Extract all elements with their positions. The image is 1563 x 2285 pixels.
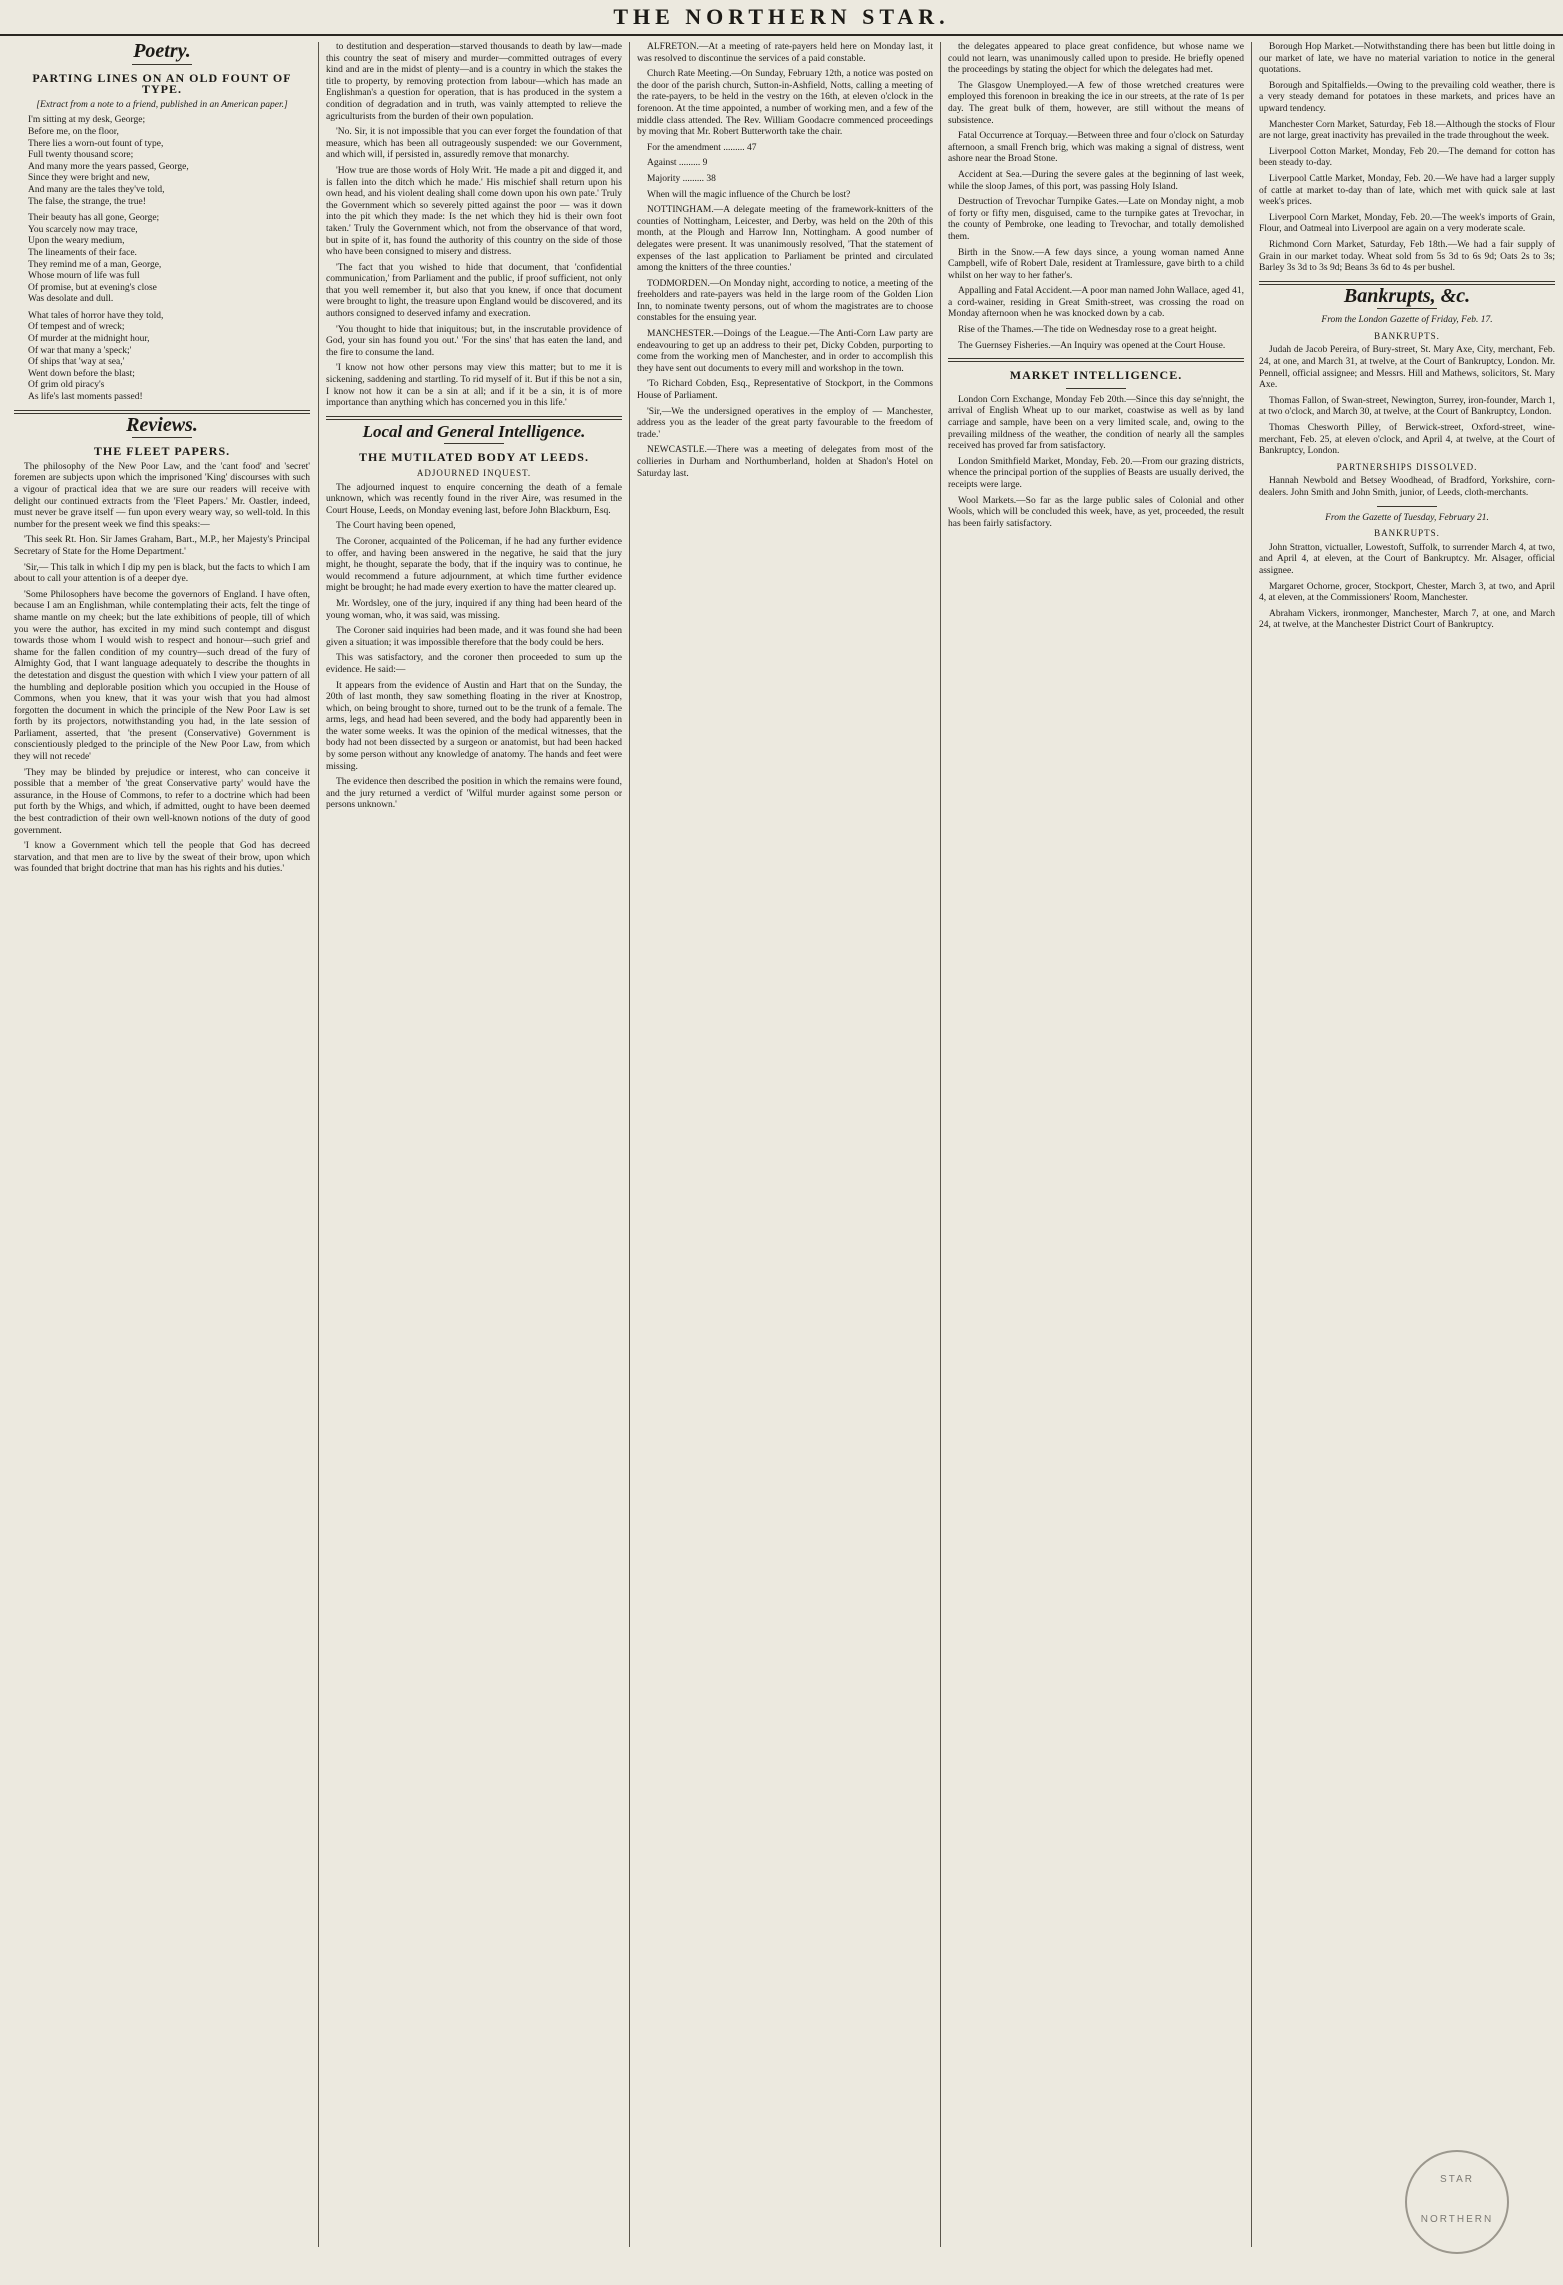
poem-line: I'm sitting at my desk, George; xyxy=(28,115,146,126)
paragraph: Destruction of Trevochar Turnpike Gates.—Late on Monday night, a mob of forty or fifty men, disguised, came to the turnpike gates at Trevochar, in the county of Pembroke, one leading to Trevochar, and totally demolished them. xyxy=(948,197,1244,242)
paragraph: The Coroner said inquiries had been made, and it was found she had been given a situation; it was impossible therefore that the body could be hers. xyxy=(326,626,622,648)
divider xyxy=(1377,506,1437,507)
paragraph: 'Some Philosophers have become the governors of England. I have often, because I am an Englishman, while contemplating their acts, felt the tinge of shame mantle on my cheek; but the late exhibitions of people, till of which you were the author, has excited in my mind such contempt and disgust towards those whom I would wish to respect and honour—such grief and shame for the fallen condition of my country—such dread of the fury of Almighty God, that I want language adequately to describe the thoughts in the detestation and disgust the question with which I view your pattern of all the humbling and deplorable position which you occupied in the House of Commons, when you knew, that it was your wish that you had almost forgotten the document in which the principle of the New Poor Law is set forth by its projectors, notwithstanding you had, in the late session of Parliament, asserted, that 'the present (Conservative) Government is conscientiously pledged to the principle of the New Poor Law, from which they will not recede' xyxy=(14,589,310,763)
paragraph: Church Rate Meeting.—On Sunday, February 12th, a notice was posted on the door of the parish church, Sutton-in-Ashfield, Notts, calling a meeting of the rate-payers, to be held in the vestry on the 16th, at eleven o'clock in the forenoon. At the time appointed, a number of working men, and a few of the middle class attended. The Rev. William Goodacre commenced proceedings by moving that Mr. Robert Butterworth take the chair. xyxy=(637,69,933,138)
paragraph: Rise of the Thames.—The tide on Wednesday rose to a great height. xyxy=(958,325,1217,336)
masthead xyxy=(0,0,1563,36)
paragraph: Richmond Corn Market, Saturday, Feb 18th.—We had a fair supply of Grain in our market today. Wheat sold from 5s 3d to 6s 9d; Oats 2s to 3s; Barley 3s 3d to 3s 9d; Beans 3s 6d to 4s per bushel. xyxy=(1259,239,1555,274)
paragraph: 'You thought to hide that iniquitous; but, in the inscrutable providence of God, your sin has found you out.' 'For the sins' that has eaten the land, and the fire to consume the land. xyxy=(326,324,622,358)
paragraph: ALFRETON.—At a meeting of rate-payers held here on Monday last, it was resolved to discontinue the services of a paid constable. xyxy=(637,42,933,64)
poetry-heading: Poetry. xyxy=(133,42,191,62)
poem-line: The lineaments of their face. xyxy=(28,247,137,258)
poem-line: Full twenty thousand score; xyxy=(28,150,134,161)
paragraph: 'No. Sir, it is not impossible that you can ever forget the foundation of that measure, which has been all outrageously suspended: we our Government, and which will, if persisted in, assuredly remove that monarchy. xyxy=(326,127,622,161)
poem-line: Was desolate and dull. xyxy=(28,294,114,305)
poem-line: And many more the years passed, George, xyxy=(28,161,189,172)
poem-line: Of ships that 'way at sea,' xyxy=(28,357,125,368)
paragraph: Mr. Wordsley, one of the jury, inquired if any thing had been heard of the young woman, who, it was said, was missing. xyxy=(326,598,622,621)
paragraph: Birth in the Snow.—A few days since, a young woman named Anne Campbell, wife of Robert Dale, resident at Tramlessure, gave birth to a child whilst on her way to her father's. xyxy=(948,247,1244,281)
paragraph: Borough Hop Market.—Notwithstanding there has been but little doing in our market of late, we have no material variation to notice in the general quotations. xyxy=(1259,42,1555,76)
column-3 xyxy=(637,42,933,2247)
paragraph: the delegates appeared to place great confidence, but whose name we could not learn, was unanimously called upon to preside. He briefly opened the proceedings by stating the object for which the delegates had met. xyxy=(948,42,1244,76)
bankrupts-label: BANKRUPTS. xyxy=(1374,330,1440,341)
market-body xyxy=(948,395,1244,531)
paragraph: Liverpool Corn Market, Monday, Feb. 20.—The week's imports of Grain, Flour, and Oatmeal into Liverpool are again on a very moderate scale. xyxy=(1259,212,1555,235)
paragraph: When will the magic influence of the Church be lost? xyxy=(647,189,851,200)
column-4 xyxy=(948,42,1244,2247)
paragraph: The Guernsey Fisheries.—An Inquiry was opened at the Court House. xyxy=(958,340,1226,351)
poem-title: PARTING LINES ON AN OLD FOUNT OF TYPE. xyxy=(32,70,292,97)
market-body xyxy=(1259,42,1555,275)
paragraph: Against ......... 9 xyxy=(647,158,708,169)
market-heading: MARKET INTELLIGENCE. xyxy=(1009,368,1183,383)
poem-line: As life's last moments passed! xyxy=(28,392,143,403)
paragraph: 'They may be blinded by prejudice or interest, who can conceive it possible that a member of 'the great Conservative party' would have the assurance, in the House of Commons, to refer to a doctrine which had been put forth by the Whigs, and which, if admitted, ought to have been deemed the best contradiction of their own well-known notions of the duty of good government. xyxy=(14,767,310,836)
poem-body xyxy=(14,115,310,403)
local-title: THE MUTILATED BODY AT LEEDS. xyxy=(359,450,589,465)
news-body xyxy=(637,42,933,480)
poem-line: Of murder at the midnight hour, xyxy=(28,334,150,345)
poem-line: Of tempest and of wreck; xyxy=(28,322,125,333)
paragraph: Fatal Occurrence at Torquay.—Between three and four o'clock on Saturday afternoon, a small French brig, which was making a signal of distress, went ashore near the Broad Stone. xyxy=(948,131,1244,165)
seal-bottom-text: NORTHERN xyxy=(1420,2214,1494,2225)
poem-line: And many are the tales they've told, xyxy=(28,184,165,195)
divider xyxy=(1066,388,1126,389)
poem-line: Their beauty has all gone, George; xyxy=(28,213,160,224)
paragraph: Majority ......... 38 xyxy=(647,173,716,184)
paragraph: NEWCASTLE.—There was a meeting of delegates from most of the collieries in Durham and Northumberland, holden at Shadon's Hotel on Saturday last. xyxy=(637,445,933,479)
divider xyxy=(444,443,504,444)
bankrupts-heading: Bankrupts, &c. xyxy=(1343,284,1471,307)
paragraph: 'This seek Rt. Hon. Sir James Graham, Bart., M.P., her Majesty's Principal Secretary of State for the Home Department.' xyxy=(14,535,310,557)
poem-line: The false, the strange, the true! xyxy=(28,196,146,207)
column-rule xyxy=(940,42,941,2247)
paragraph: This was satisfactory, and the coroner then proceeded to sum up the evidence. He said:— xyxy=(326,653,622,675)
gazette-dateline: From the London Gazette of Friday, Feb. 17. xyxy=(1321,315,1493,326)
paragraph: The Court having been opened, xyxy=(336,521,456,532)
paragraph: London Corn Exchange, Monday Feb 20th.—Since this day se'nnight, the arrival of English Wheat up to our market, coastwise as well as by land carriage and sample, have been on a very limited scale, and, owing to the prevailing mildness of the weather, the condition of nearly all the samples received has proved far from satisfactory. xyxy=(948,394,1244,452)
paragraph: Borough and Spitalfields.—Owing to the prevailing cold weather, there is a very steady demand for potatoes in these markets, and prices have an upward tendency. xyxy=(1259,80,1555,114)
paragraph: It appears from the evidence of Austin and Hart that on the Sunday, the 20th of last month, they saw something floating in the river at Knostrop, which, on being brought to shore, turned out to be the trunk of a female. The arms, legs, and head had been severed, and the body had apparently been in the water some weeks. It was the opinion of the medical witnesses, that the body had not been dissected by a surgeon or anatomist, but had been hacked by some person without any knowledge of anatomy. The hands and feet were missing. xyxy=(326,680,622,772)
review-title: THE FLEET PAPERS. xyxy=(93,444,231,459)
paragraph: For the amendment ......... 47 xyxy=(647,142,757,153)
article-body xyxy=(326,42,622,410)
news-body xyxy=(948,42,1244,352)
paragraph: Liverpool Cotton Market, Monday, Feb 20.—The demand for cotton has been steady to-day. xyxy=(1259,146,1555,169)
local-heading: Local and General Intelligence. xyxy=(362,421,586,441)
paragraph: NOTTINGHAM.—A delegate meeting of the framework-knitters of the counties of Nottingham, Leicester, and Derby, was held on the 20th of this month, at the Plough and Harrow Inn, Nottingham. A good number of delegates were present. It was unanimously resolved, 'That the statement of expenses of the last application to Parliament be printed and circulated among the knitters of the three counties.' xyxy=(637,205,933,274)
partnerships-body: Hannah Newbold and Betsey Woodhead, of Bradford, Yorkshire, corn-dealers. John Smith and John Smith, junior, of Leeds, cloth-merchants. xyxy=(1259,476,1555,498)
column-1 xyxy=(14,42,310,2247)
column-rule xyxy=(318,42,319,2247)
paragraph: The Coroner, acquainted of the Policeman, if he had any further evidence to offer, and having been answered in the negative, he said that the jury might, he thought, separate the body, that if the inquiry was to continue, he would recommend a future adjournment, at which time further evidence might be brought; he had made every exertion to have the matter cleared up. xyxy=(326,536,622,594)
paragraph: MANCHESTER.—Doings of the League.—The Anti-Corn Law party are endeavouring to get up an address to their pet, Dicky Cobden, purporting to come from the working men of Manchester, and in order to accomplish this they have sent out documents to every mill and workshop in the town. xyxy=(637,329,933,374)
bankrupts-label: BANKRUPTS. xyxy=(1374,528,1440,539)
paragraph: Appalling and Fatal Accident.—A poor man named John Wallace, aged 41, a cord-wainer, residing in Great Smith-street, was crossing the road on Monday afternoon when he was knocked down by a cab. xyxy=(948,286,1244,320)
bankrupts-body xyxy=(1259,543,1555,632)
paragraph: Accident at Sea.—During the severe gales at the beginning of last week, while the sloop James, of this port, was passing Holy Island. xyxy=(948,169,1244,192)
paragraph: Judah de Jacob Pereira, of Bury-street, St. Mary Axe, City, merchant, Feb. 24, at one, and March 31, at twelve, at the Court of Bankruptcy, London. Mr. Pennell, official assignee; and Messrs. Hill and Mathews, solicitors, St. Mary Axe. xyxy=(1259,345,1555,391)
paragraph: Abraham Vickers, ironmonger, Manchester, March 7, at one, and March 24, at twelve, at the Manchester District Court of Bankruptcy. xyxy=(1259,608,1555,631)
paragraph: The Glasgow Unemployed.—A few of those wretched creatures were employed this forenoon in breaking the ice in our streets, at the rate of 1s per day. The great bulk of them, however, are still without the means of subsistence. xyxy=(948,80,1244,126)
paragraph: Manchester Corn Market, Saturday, Feb 18.—Although the stocks of Flour are not large, great inactivity has prevailed in the trade throughout the week. xyxy=(1259,119,1555,142)
paragraph: 'Sir,—We the undersigned operatives in the employ of — Manchester, address you as the leader of the great party favourable to the freedom of trade.' xyxy=(637,406,933,440)
paragraph: Thomas Fallon, of Swan-street, Newington, Surrey, iron-founder, March 1, at two o'clock, and March 30, at twelve, at the Court of Bankruptcy, London. xyxy=(1259,395,1555,418)
column-5 xyxy=(1259,42,1555,2247)
poem-line: Upon the weary medium, xyxy=(28,236,125,247)
local-body xyxy=(326,483,622,812)
paragraph: 'I know not how other persons may view this matter; but to me it is sickening, saddening and startling. To rid myself of it. But if this be not a sin, I know not how it can be a sin at all; and if it be a sin, it is of more importance than anything which has concerned you in this life.' xyxy=(326,363,622,409)
poem-line: They remind me of a man, George, xyxy=(28,259,162,270)
column-rule xyxy=(1251,42,1252,2247)
poem-line: Of grim old piracy's xyxy=(28,380,105,391)
poem-line: Before me, on the floor, xyxy=(28,126,119,137)
paragraph: Margaret Ochorne, grocer, Stockport, Chester, March 3, at two, and April 4, at eleven, at the Commissioners' Room, Manchester. xyxy=(1259,581,1555,604)
paragraph: The evidence then described the position in which the remains were found, and the jury returned a verdict of 'Wilful murder against some person or persons unknown.' xyxy=(326,777,622,811)
paragraph: 'Sir,— This talk in which I dip my pen is black, but the facts to which I am about to call your attention is of a deeper dye. xyxy=(14,562,310,585)
column-2 xyxy=(326,42,622,2247)
poem-note: [Extract from a note to a friend, published in an American paper.] xyxy=(36,99,288,110)
gazette-dateline: From the Gazette of Tuesday, February 21. xyxy=(1325,512,1489,523)
paragraph: 'I know a Government which tell the people that God has decreed starvation, and that men are to live by the sweat of their brow, upon which was founded that bright doctrine that man has his rights and his duties.' xyxy=(14,841,310,875)
paragraph: 'The fact that you wished to hide that document, that 'confidential communication,' from Parliament and the public, if proof sufficient, not only that you well remember it, but also that you knew, if once that document were brought to light, the treasure upon England would be discovered, and its authors consigned to deserved infamy and execration. xyxy=(326,262,622,320)
paragraph: Wool Markets.—So far as the large public sales of Colonial and other Wools, which will be concluded this week, have, as yet, proceeded, the result has been fairly satisfactory. xyxy=(948,495,1244,529)
seal-top-text: STAR xyxy=(1440,2174,1474,2185)
poem-line: Since they were bright and new, xyxy=(28,173,150,184)
poem-line: What tales of horror have they told, xyxy=(28,310,164,321)
masthead-title: THE NORTHERN STAR. xyxy=(613,4,950,29)
divider xyxy=(132,437,192,438)
review-body xyxy=(14,462,310,876)
paragraph: London Smithfield Market, Monday, Feb. 20.—From our grazing districts, whence the principal portion of the supplies of Beasts are usually derived, the receipts were large. xyxy=(948,456,1244,490)
local-subtitle: ADJOURNED INQUEST. xyxy=(416,468,532,478)
paragraph: The philosophy of the New Poor Law, and the 'cant food' and 'secret' foremen are subjects upon which the imprisoned 'King' discourses with such a vigour of practical idea that we are sure our readers will receive with delight our continued extracts from the 'Fleet Papers.' Mr. Oastler, indeed, must never be grave itself — fun upon every weary way, so well-told. In this number for the present week we find this speaks:— xyxy=(14,461,310,530)
divider xyxy=(1377,308,1437,309)
poem-line: There lies a worn-out fount of type, xyxy=(28,138,164,149)
paragraph: The adjourned inquest to enquire concerning the death of a female unknown, which was recently found in the river Aire, was resumed in the Court House, Leeds, on Monday evening last, before John Blackburn, Esq. xyxy=(326,482,622,516)
reviews-heading: Reviews. xyxy=(126,413,198,436)
bankrupts-body xyxy=(1259,345,1555,457)
paragraph: Thomas Chesworth Pilley, of Berwick-street, Oxford-street, wine-merchant, Feb. 25, at eleven o'clock, and April 4, at twelve, at the Court of Bankruptcy, London. xyxy=(1259,423,1555,457)
double-rule xyxy=(326,416,622,420)
paragraph: 'How true are those words of Holy Writ. 'He made a pit and digged it, and is fallen into the ditch which he made.' His mischief shall return upon his own head, and his violent dealing shall come down upon his own pate.' Truly the Government which so severely pitted against the poor — was it down into the pit which they made: Is the net which they hid is their own foot taken.' Truly the Government which, not from the observance of that word, but in spite of it, has found the authority of this country on the side of those who have been consigned to misery and distress. xyxy=(326,165,622,258)
stamp-seal xyxy=(1405,2150,1509,2254)
poem-line: Of war that many a 'speck;' xyxy=(28,345,132,356)
column-rule xyxy=(629,42,630,2247)
divider xyxy=(132,64,192,65)
paragraph: to destitution and desperation—starved thousands to death by law—made this country the seat of misery and murder—committed outrages of every kind and are in the midst of plenty—and is a country in which the stakes the title to property, by removing protection from labour—which has made an Englishman's a question for operation, that is has produced in the system a condition of degradation and in truth, was vainly attempted to relieve the agriculturists from the burden of their own population. xyxy=(326,42,622,122)
partnerships-label: PARTNERSHIPS DISSOLVED. xyxy=(1336,461,1478,472)
paragraph: John Stratton, victualler, Lowestoft, Suffolk, to surrender March 4, at two, and April 4, at eleven, at the Court of Bankruptcy. Mr. Alsager, official assignee. xyxy=(1259,542,1555,576)
paragraph: TODMORDEN.—On Monday night, according to notice, a meeting of the freeholders and rate-payers was held in the large room of the Golden Lion Inn, to nominate twenty persons, out of whom the magistrates are to choose constables for the ensuing year. xyxy=(637,278,933,324)
poem-line: You scarcely now may trace, xyxy=(28,224,138,235)
poem-line: Of promise, but at evening's close xyxy=(28,282,157,293)
poem-line: Whose mourn of life was full xyxy=(28,271,140,282)
paragraph: Liverpool Cattle Market, Monday, Feb. 20.—We have had a larger supply of cattle at market to-day than of late, which met with quick sale at last week's prices. xyxy=(1259,173,1555,208)
paragraph: 'To Richard Cobden, Esq., Representative of Stockport, in the Commons House of Parliament. xyxy=(637,379,933,402)
poem-line: Went down before the blast; xyxy=(28,368,135,379)
double-rule xyxy=(948,358,1244,362)
